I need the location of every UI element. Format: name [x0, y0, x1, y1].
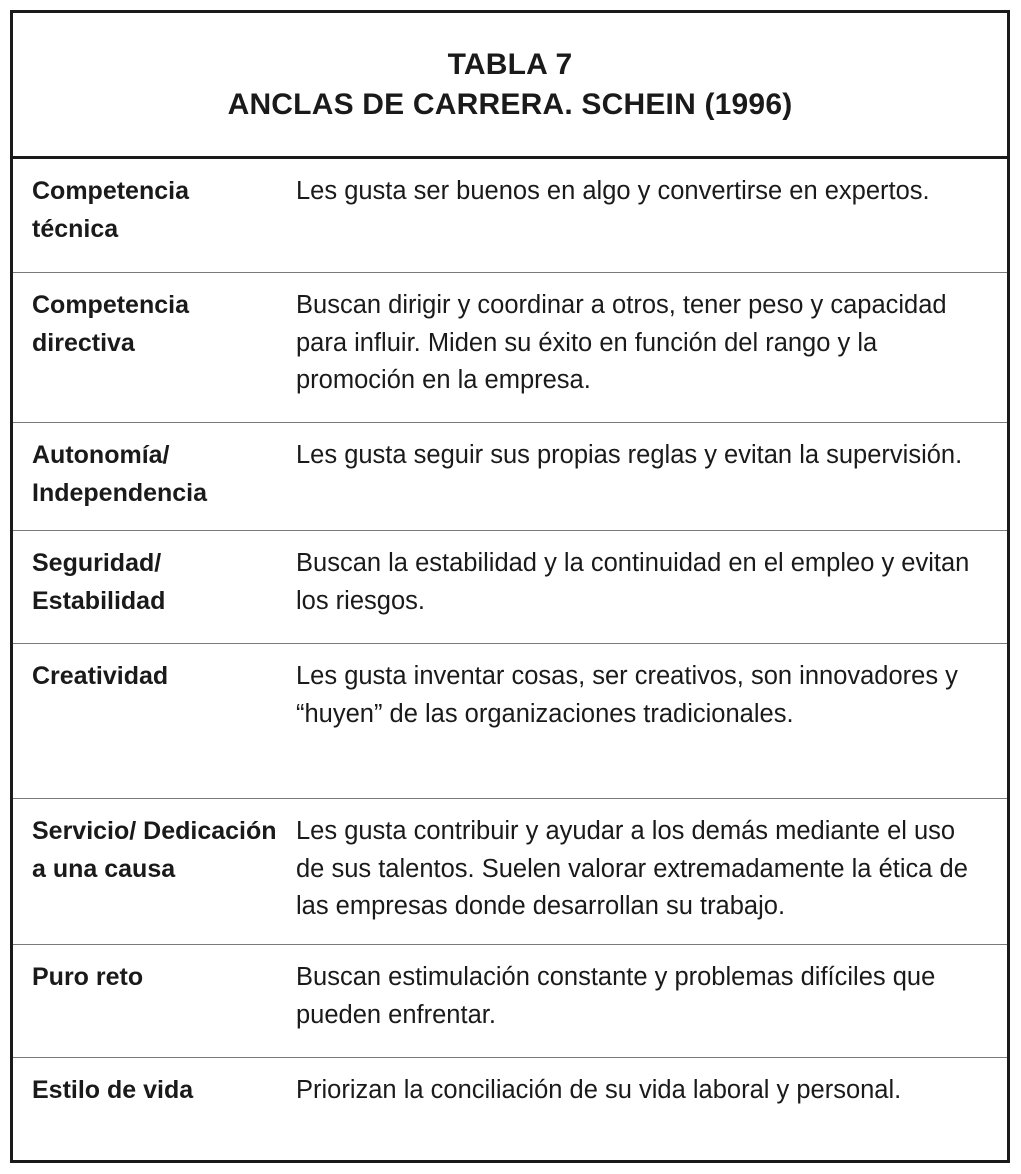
career-anchors-table	[10, 10, 1010, 1163]
table-header	[13, 13, 1007, 159]
table-row	[13, 531, 1007, 644]
anchor-description: Buscan la estabilidad y la continuidad en el empleo y evitan los riesgos.	[296, 549, 970, 615]
anchor-description: Priorizan la conciliación de su vida laboral y personal.	[296, 1076, 902, 1104]
table-row	[13, 945, 1007, 1058]
table-title: ANCLAS DE CARRERA. SCHEIN (1996)	[227, 87, 793, 121]
anchor-description: Les gusta seguir sus propias reglas y evitan la supervisión.	[296, 441, 963, 469]
anchor-description: Les gusta contribuir y ayudar a los demás mediante el uso de sus talentos. Suelen valorar extremadamente la ética de las empresas donde desarrollan su trabajo.	[296, 817, 968, 920]
anchor-name: Estilo de vida	[32, 1076, 194, 1104]
table-row	[13, 423, 1007, 531]
anchor-name: Puro reto	[32, 963, 144, 991]
anchor-name: Competencia técnica	[32, 177, 189, 243]
anchor-description: Les gusta ser buenos en algo y convertirse en expertos.	[296, 177, 930, 205]
anchor-name: Autonomía/ Independencia	[32, 441, 208, 507]
anchor-description: Les gusta inventar cosas, ser creativos, son innovadores y “huyen” de las organizaciones tradicionales.	[296, 662, 958, 728]
table-row	[13, 799, 1007, 945]
table-row	[13, 644, 1007, 799]
table-row	[13, 159, 1007, 273]
table-number: TABLA 7	[447, 47, 573, 81]
anchor-name: Servicio/ Dedicación a una causa	[32, 817, 277, 883]
anchor-name: Seguridad/ Estabilidad	[32, 549, 166, 615]
table-row	[13, 273, 1007, 423]
table-row	[13, 1058, 1007, 1160]
anchor-name: Creatividad	[32, 662, 169, 690]
anchor-description: Buscan estimulación constante y problemas difíciles que pueden enfrentar.	[296, 963, 936, 1029]
anchor-description: Buscan dirigir y coordinar a otros, tener peso y capacidad para influir. Miden su éxito en función del rango y la promoción en la empresa.	[296, 291, 947, 394]
anchor-name: Competencia directiva	[32, 291, 189, 357]
